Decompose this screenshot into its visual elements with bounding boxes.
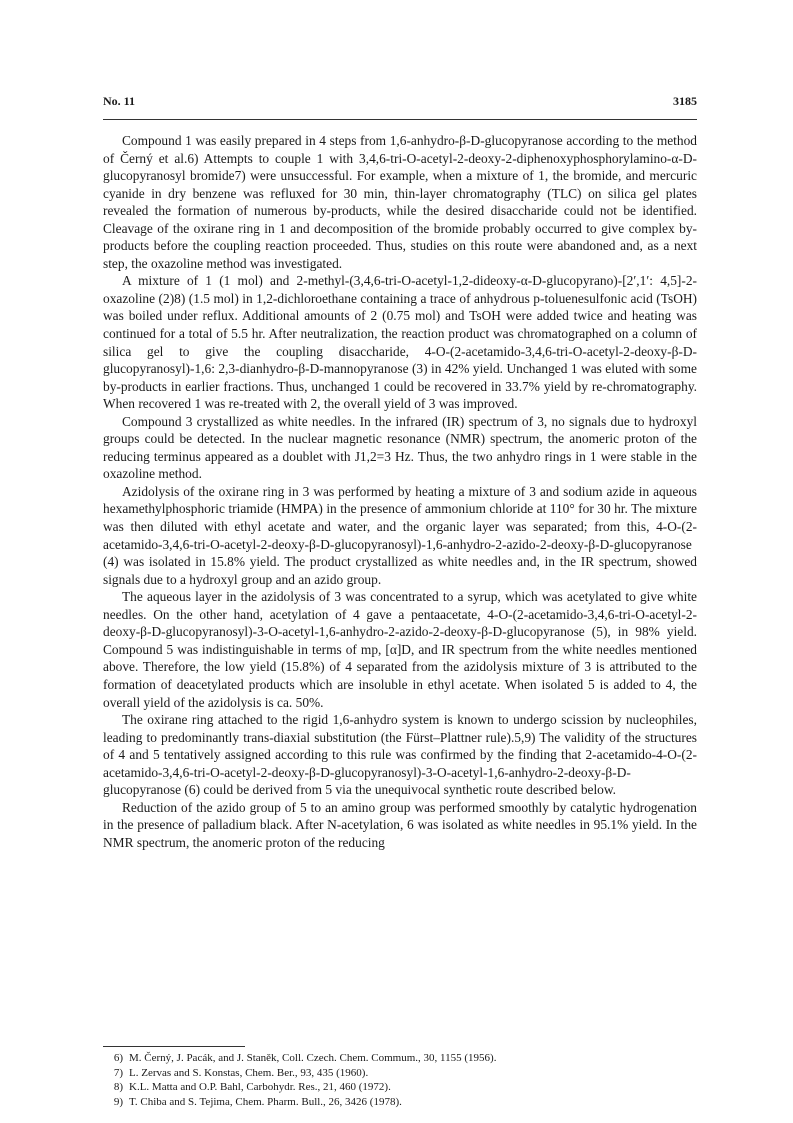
paragraph: A mixture of 1 (1 mol) and 2-methyl-(3,4,6-tri-O-acetyl-1,2-dideoxy-α-D-glucopyrano)-[2′,1′: 4,5]-2-oxazoline (2)8) (1.5 mol) in 1,2-dichloroethane containing a trace of anhydrous p-toluenesulfonic acid (TsOH) was boiled under reflux. Additional amounts of 2 (0.75 mol) and TsOH were added twice and heating was continued for a total of 5.5 hr. After neutralization, the reaction product was chromatographed on a column of silica gel to give the coupling disaccharide, 4-O-(2-acetamido-3,4,6-tri-O-acetyl-2-deoxy-β-D-glucopyranosyl)-1,6: 2,3-dianhydro-β-D-mannopyranose (3) in 42% yield. Unchanged 1 was eluted with some by-products in earlier fractions. Thus, unchanged 1 could be recovered in 33.7% yield by re-chromatography. When recovered 1 was re-treated with 2, the overall yield of 3 was improved. [103, 273, 697, 412]
paragraph: Azidolysis of the oxirane ring in 3 was performed by heating a mixture of 3 and sodium azide in aqueous hexamethylphosphoric triamide (HMPA) in the presence of ammonium chloride at 110° for 30 hr. The mixture was then diluted with ethyl acetate and water, and the organic layer was separated; from this, 4-O-(2-acetamido-3,4,6-tri-O-acetyl-2-deoxy-β-D-glucopyranosyl)-1,6-anhydro-2-azido-2-deoxy-β-D-glucopyranose (4) was isolated in 15.8% yield. The product crystallized as white needles and, in the IR spectrum, showed signals due to a hydroxyl group and an azido group. [103, 483, 697, 587]
running-header [103, 94, 697, 112]
footnote-text: L. Zervas and S. Konstas, Chem. Ber., 93, 435 (1960). [129, 1066, 369, 1079]
issue-number: No. 11 [103, 94, 136, 108]
footnote [103, 1051, 697, 1066]
footnote-number: 6) [113, 1052, 123, 1064]
footnote [103, 1080, 697, 1095]
footnotes [103, 1051, 697, 1109]
header-rule [103, 119, 697, 120]
footnote-number: 8) [113, 1081, 123, 1093]
footnote-text: T. Chiba and S. Tejima, Chem. Pharm. Bull., 26, 3426 (1978). [129, 1095, 402, 1108]
paragraph: Reduction of the azido group of 5 to an amino group was performed smoothly by catalytic hydrogenation in the presence of palladium black. After N-acetylation, 6 was isolated as white needles in 95.1% yield. In the NMR spectrum, the anomeric proton of the reducing [103, 799, 697, 850]
footnote-rule [103, 1046, 245, 1047]
paragraph: Compound 1 was easily prepared in 4 steps from 1,6-anhydro-β-D-glucopyranose according to the method of Černý et al.6) Attempts to couple 1 with 3,4,6-tri-O-acetyl-2-deoxy-2-diphenoxyphosphorylamino-α-D-glucopyranosyl bromide7) were unsuccessful. For example, when a mixture of 1, the bromide, and mercuric cyanide in dry benzene was refluxed for 30 min, thin-layer chromatography (TLC) on silica gel plates revealed the formation of numerous by-products, while the desired disaccharide could not be identified. Cleavage of the oxirane ring in 1 and decomposition of the bromide probably occurred to give complex by-products before the coupling reaction proceeded. Thus, studies on this route were abandoned and, as a next step, the oxazoline method was investigated. [103, 133, 697, 271]
footnote [103, 1066, 697, 1081]
footnote-number: 7) [113, 1066, 123, 1079]
paragraph: Compound 3 crystallized as white needles. In the infrared (IR) spectrum of 3, no signals due to hydroxyl groups could be detected. In the nuclear magnetic resonance (NMR) spectrum, the anomeric proton of the reducing terminus appeared as a doublet with J1,2=3 Hz. Thus, the two anhydro rings in 1 were stable in the oxazoline method. [103, 413, 697, 482]
paragraph: The aqueous layer in the azidolysis of 3 was concentrated to a syrup, which was acetylated to give white needles. On the other hand, acetylation of 4 gave a pentaacetate, 4-O-(2-acetamido-3,4,6-tri-O-acetyl-2-deoxy-β-D-glucopyranosyl)-3-O-acetyl-1,6-anhydro-2-azido-2-deoxy-β-D-glucopyranose (5), in 98% yield. Compound 5 was indistinguishable in terms of mp, [α]D, and IR spectrum from the white needles mentioned above. Therefore, the low yield (15.8%) of 4 separated from the azidolysis mixture of 3 is attributed to the formation of deacetylated products which are insoluble in ethyl acetate. When isolated 5 is added to 4, the overall yield of the azidolysis is ca. 50%. [103, 589, 697, 710]
page-number: 3185 [673, 94, 697, 108]
footnote-text: M. Černý, J. Pacák, and J. Staněk, Coll. Czech. Chem. Commum., 30, 1155 (1956). [129, 1052, 497, 1064]
footnote-number: 9) [113, 1095, 123, 1108]
footnote [103, 1095, 697, 1110]
footnote-text: K.L. Matta and O.P. Bahl, Carbohydr. Res., 21, 460 (1972). [129, 1081, 391, 1093]
article-body [103, 132, 697, 851]
paragraph: The oxirane ring attached to the rigid 1,6-anhydro system is known to undergo scission by nucleophiles, leading to predominantly trans-diaxial substitution (the Fürst–Plattner rule).5,9) The validity of the structures of 4 and 5 tentatively assigned according to this rule was confirmed by the finding that 2-acetamido-4-O-(2-acetamido-3,4,6-tri-O-acetyl-2-deoxy-β-D-glucopyranosyl)-3-O-acetyl-1,6-anhydro-2-deoxy-β-D-glucopyranose (6) could be derived from 5 via the unequivocal synthetic route described below. [103, 712, 697, 798]
